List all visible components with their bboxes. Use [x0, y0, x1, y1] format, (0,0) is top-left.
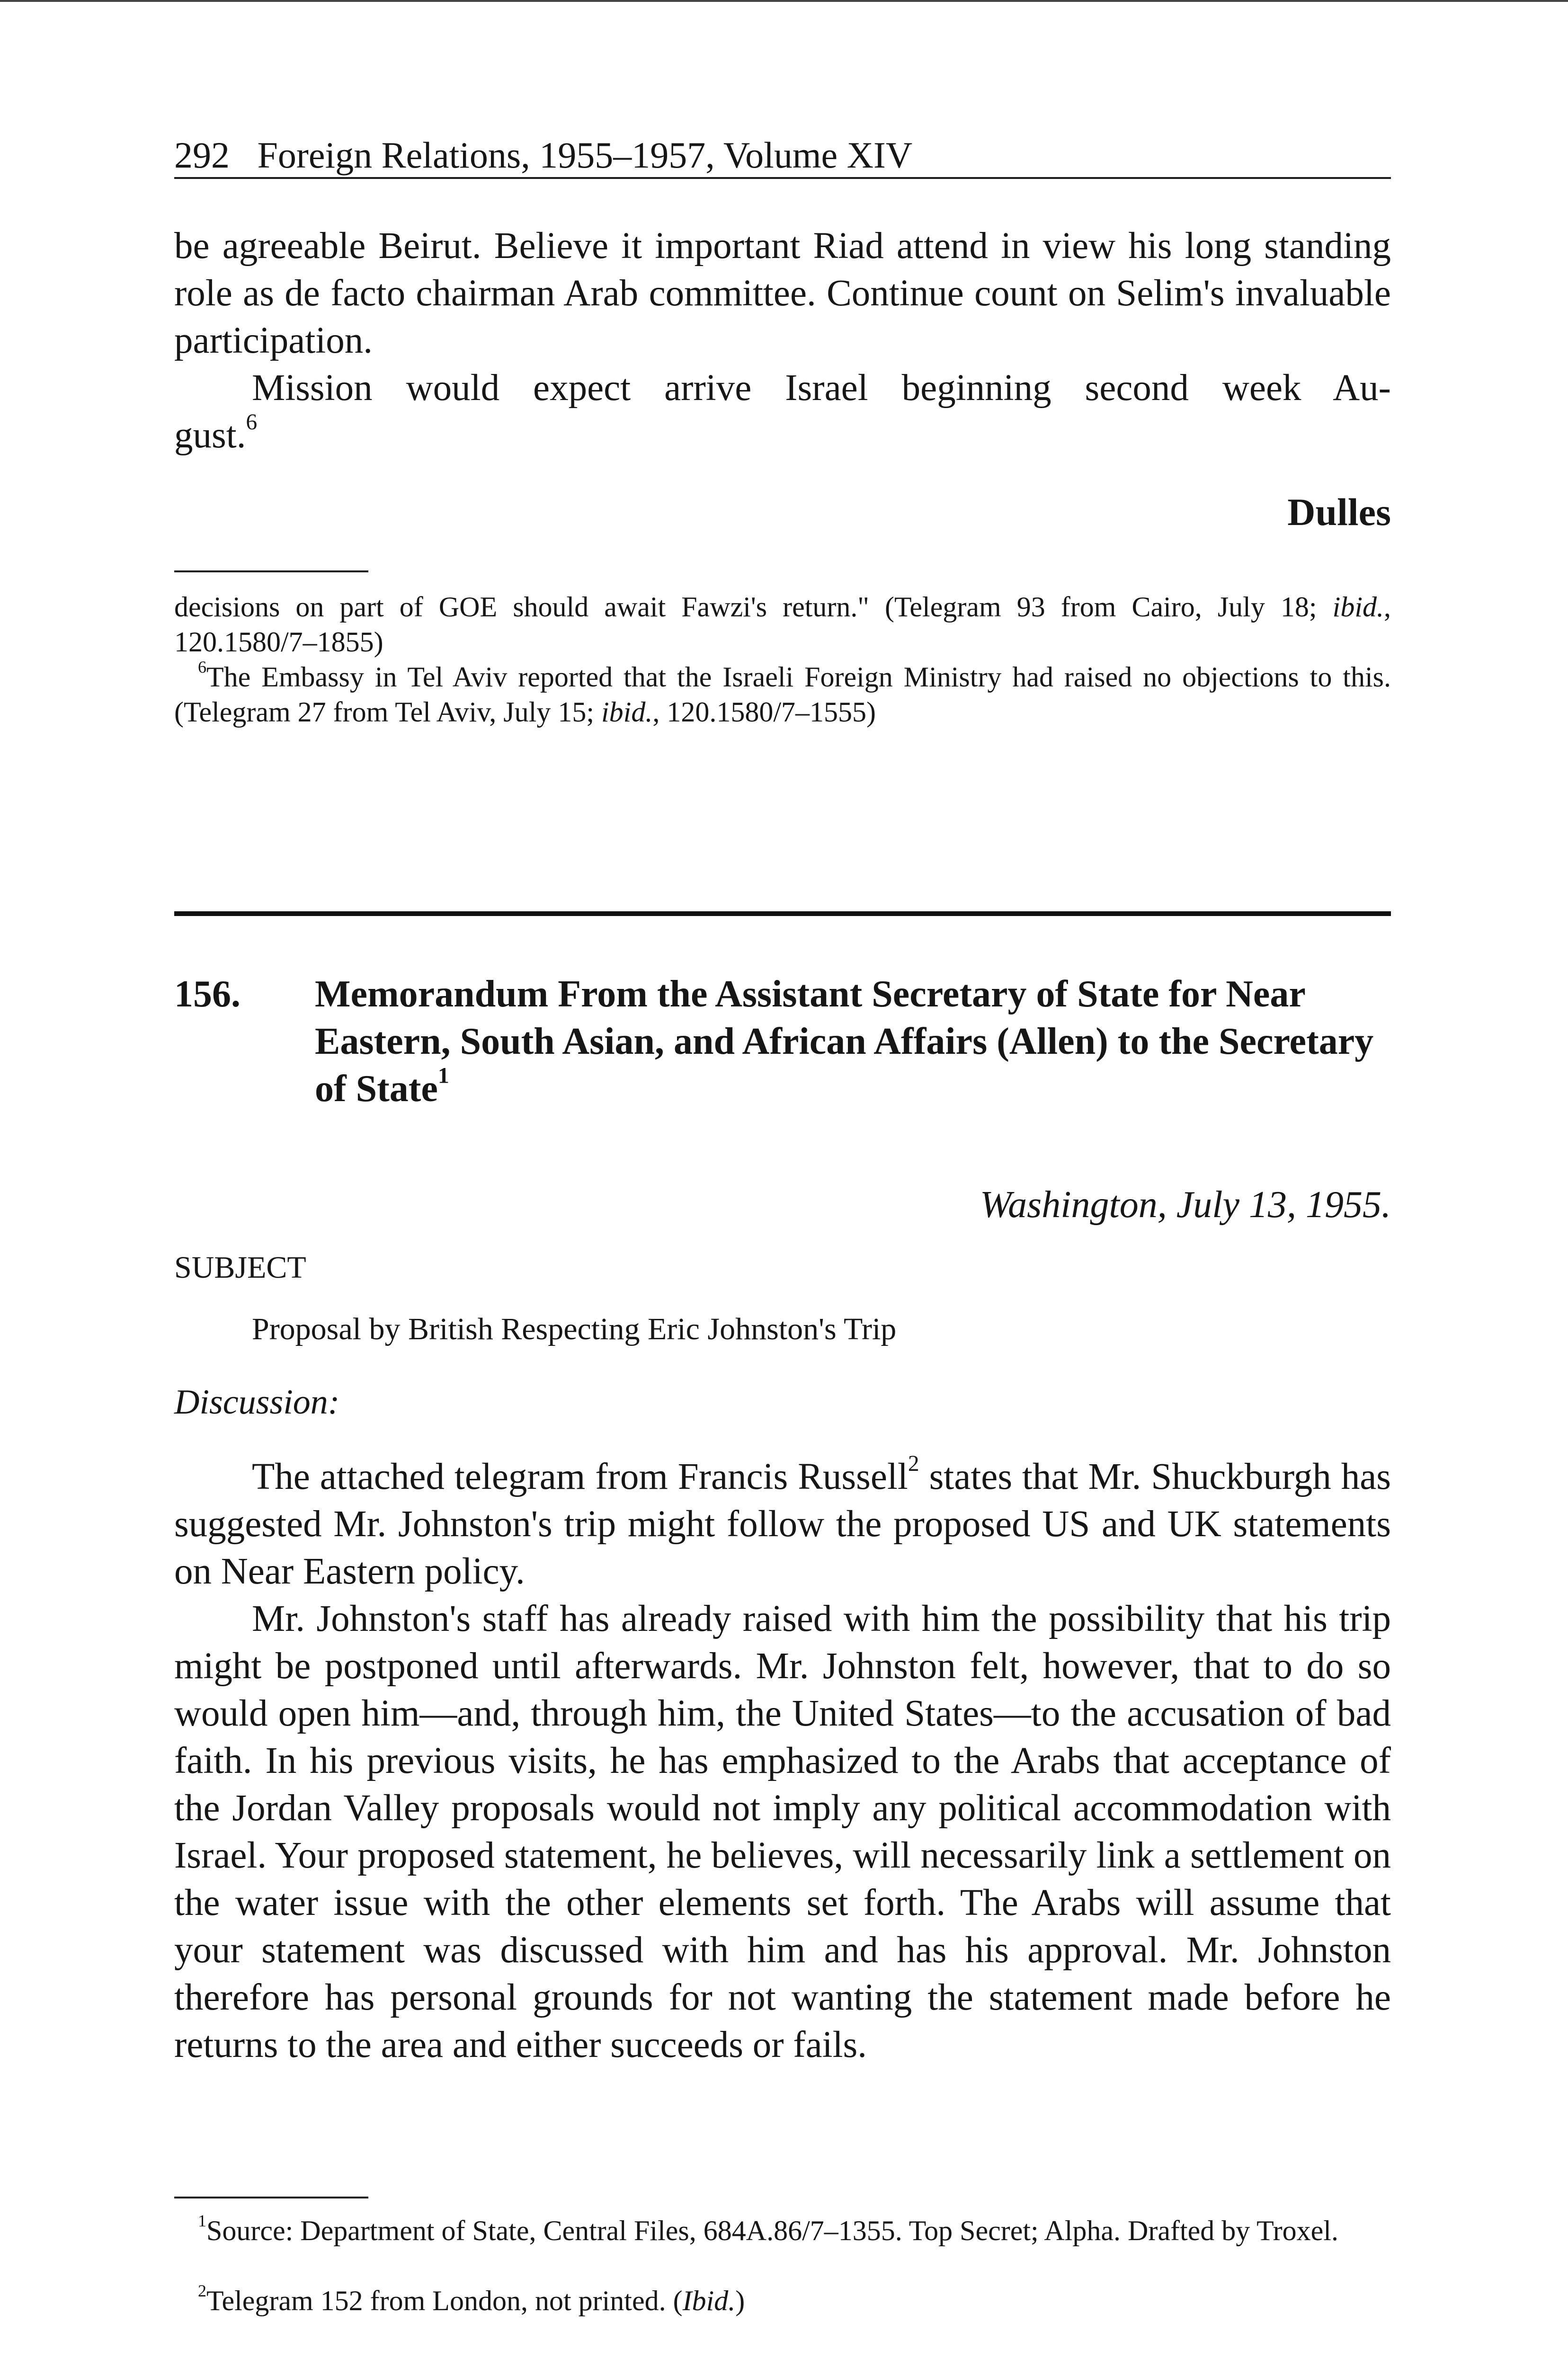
footnote-6-number: 6	[198, 658, 206, 677]
footnote-continuation-text-a: decisions on part of GOE should await Fawzi's return." (Telegram 93 from Cairo, July 18;	[174, 591, 1317, 623]
footnote-2-text-a: Telegram 152 from London, not printed. (	[206, 2285, 683, 2316]
document-title	[315, 970, 1385, 1112]
footnote-rule-top	[174, 570, 368, 572]
footnote-2-number: 2	[198, 2281, 206, 2301]
discussion-paragraph-1-a: The attached telegram from Francis Russell	[252, 1456, 908, 1497]
footnote-2-text-b: )	[735, 2285, 745, 2316]
running-title: Foreign Relations, 1955–1957, Volume XIV	[257, 134, 913, 176]
discussion-paragraph-1	[174, 1453, 1391, 1595]
footnote-ref-2: 2	[908, 1451, 919, 1477]
footnote-ref-1: 1	[437, 1063, 449, 1088]
continuation-paragraph-2-line-1: Mission would expect arrive Israel beginning second week Au-	[252, 367, 1391, 409]
subject-text: Proposal by British Respecting Eric Johnston's Trip	[252, 1312, 897, 1346]
signature: Dulles	[1287, 490, 1391, 534]
footnote-1	[174, 2213, 1391, 2248]
discussion-label: Discussion:	[174, 1383, 340, 1422]
footnote-1-text: Source: Department of State, Central Files, 684A.86/7–1355. Top Secret; Alpha. Drafted by Troxel.	[206, 2215, 1338, 2246]
document-number: 156.	[174, 973, 241, 1015]
page-top-edge	[0, 0, 1568, 2]
footnote-rule-bottom	[174, 2197, 368, 2198]
running-header	[174, 133, 1391, 178]
footnote-6-text-a: The Embassy in Tel Aviv reported that the Israeli Foreign Ministry had raised no objections to this. (Telegram 27 from Tel Aviv, July 15;	[174, 661, 1391, 728]
discussion-paragraph-1-b: states that Mr. Shuckburgh has suggested Mr. Johnston's trip might follow the proposed US and UK statements on Near Eastern policy.	[174, 1456, 1391, 1592]
section-divider	[174, 911, 1391, 916]
continuation-paragraph: be agreeable Beirut. Believe it important Riad attend in view his long standing role as de facto chairman Arab committee. Continue count on Selim's invaluable participation.	[174, 225, 1391, 361]
footnote-6-text-b: , 120.1580/7–1555)	[652, 696, 876, 728]
page-number: 292	[174, 134, 230, 176]
footnote-6-ibid: ibid.	[601, 696, 653, 728]
continuation-paragraph-2-line-2	[174, 412, 1391, 459]
dateline: Washington, July 13, 1955.	[980, 1184, 1391, 1226]
footnote-continuation	[174, 589, 1391, 659]
document-title-text: Memorandum From the Assistant Secretary of State for Near Eastern, South Asian, and African Affairs (Allen) to the Secretary of State	[315, 973, 1374, 1110]
footnote-continuation-ibid: ibid.	[1332, 591, 1384, 623]
footnote-2-ibid: Ibid.	[682, 2285, 736, 2316]
subject-label: SUBJECT	[174, 1250, 306, 1285]
discussion-paragraph-2: Mr. Johnston's staff has already raised with him the possibility that his trip might be postponed until afterwards. Mr. Johnston felt, however, that to do so would open him—and, through him, the United States—to the accusation of bad faith. In his previous visits, he has emphasized to the Arabs that acceptance of the Jordan Valley proposals would not imply any political accommodation with Israel. Your proposed statement, he believes, will necessarily link a settlement on the water issue with the other elements set forth. The Arabs will assume that your statement was discussed with him and has his approval. Mr. Johnston therefore has personal grounds for not wanting the statement made before he returns to the area and either succeeds or fails.	[174, 1598, 1391, 2065]
footnote-ref-6: 6	[246, 410, 258, 435]
footnote-continuation-text-b: , 120.1580/7–1855)	[174, 591, 1391, 658]
footnote-2	[174, 2283, 1391, 2318]
footnote-1-number: 1	[198, 2211, 206, 2231]
continuation-paragraph-2-end: gust.	[174, 415, 246, 456]
footnote-6	[174, 659, 1391, 730]
header-rule	[174, 177, 1391, 179]
